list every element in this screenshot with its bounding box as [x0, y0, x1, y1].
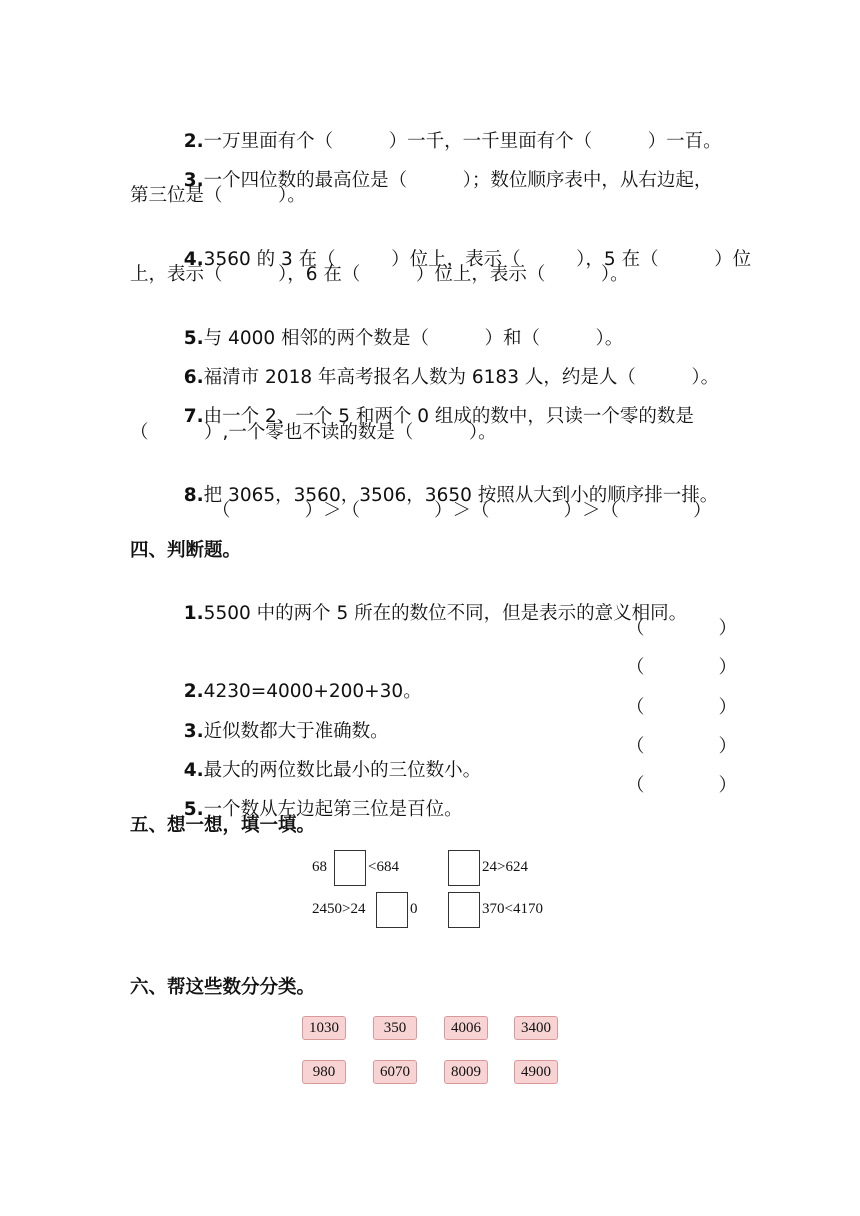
number-card[interactable]: 3400 [514, 1016, 558, 1040]
question-number: 2. [183, 131, 204, 152]
question-text: 由一个 2、一个 5 和两个 0 组成的数中，只读一个零的数是 [203, 406, 694, 427]
judge-item-1 [172, 578, 687, 626]
judge-number: 3. [183, 721, 204, 742]
judge-text: 近似数都大于准确数。 [203, 721, 389, 742]
number-card[interactable]: 4900 [514, 1060, 558, 1084]
digit-box[interactable] [376, 892, 408, 928]
judge-number: 5. [183, 799, 204, 820]
puzzle-right-text: <684 [368, 859, 399, 875]
number-card[interactable]: 980 [302, 1060, 346, 1084]
question-number: 8. [183, 485, 204, 506]
number-card[interactable]: 1030 [302, 1016, 346, 1040]
puzzle-right-text: 370<4170 [482, 901, 543, 917]
question-text: 3560 的 3 在（ ）位上，表示（ ），5 在（ ）位 [203, 249, 752, 270]
question-text: 把 3065，3560，3506，3650 按照从大到小的顺序排一排。 [203, 485, 719, 506]
judge-text: 5500 中的两个 5 所在的数位不同，但是表示的意义相同。 [203, 603, 688, 624]
question-7-cont: （ ）,一个零也不读的数是（ ）。 [130, 422, 497, 443]
judge-number: 1. [183, 603, 204, 624]
judge-number: 2. [183, 681, 204, 702]
question-number: 4. [183, 249, 204, 270]
section-title-classify: 六、帮这些数分分类。 [130, 977, 316, 998]
puzzle-right-text: 0 [410, 901, 418, 917]
question-number: 3. [183, 170, 204, 191]
judge-number: 4. [183, 760, 204, 781]
number-card[interactable]: 6070 [373, 1060, 417, 1084]
question-3-cont: 第三位是（ ）。 [130, 185, 306, 206]
section-title-judge: 四、判断题。 [130, 540, 242, 561]
judge-answer-blank-4: （ ） [626, 736, 738, 757]
puzzle-left-text: 68 [312, 859, 327, 875]
question-number: 7. [183, 406, 204, 427]
judge-answer-blank-2: （ ） [626, 657, 738, 678]
question-text: 福清市 2018 年高考报名人数为 6183 人，约是人（ ）。 [203, 367, 720, 388]
judge-answer-blank-3: （ ） [626, 697, 738, 718]
digit-box[interactable] [334, 850, 366, 886]
question-text: 与 4000 相邻的两个数是（ ）和（ ）。 [203, 328, 624, 349]
question-number: 6. [183, 367, 204, 388]
question-text: 一个四位数的最高位是（ ）；数位顺序表中，从右边起， [203, 170, 713, 191]
number-card[interactable]: 8009 [444, 1060, 488, 1084]
number-card[interactable]: 350 [373, 1016, 417, 1040]
judge-text: 最大的两位数比最小的三位数小。 [203, 760, 482, 781]
puzzle-left-text: 2450>24 [312, 901, 366, 917]
number-card[interactable]: 4006 [444, 1016, 488, 1040]
judge-text: 一个数从左边起第三位是百位。 [203, 799, 463, 820]
question-4-cont: 上，表示（ ），6 在（ ）位上，表示（ ）。 [130, 264, 629, 285]
puzzle-right-text: 24>624 [482, 859, 528, 875]
ordering-blanks: （ ）＞（ ）＞（ ）＞（ ） [212, 500, 712, 521]
question-number: 5. [183, 328, 204, 349]
digit-box[interactable] [448, 892, 480, 928]
judge-text: 4230=4000+200+30。 [203, 681, 422, 702]
digit-box[interactable] [448, 850, 480, 886]
question-text: 一万里面有个（ ）一千，一千里面有个（ ）一百。 [203, 131, 722, 152]
judge-answer-blank-1: （ ） [626, 618, 738, 639]
judge-answer-blank-5: （ ） [626, 775, 738, 796]
section-title-think: 五、想一想，填一填。 [130, 815, 316, 836]
